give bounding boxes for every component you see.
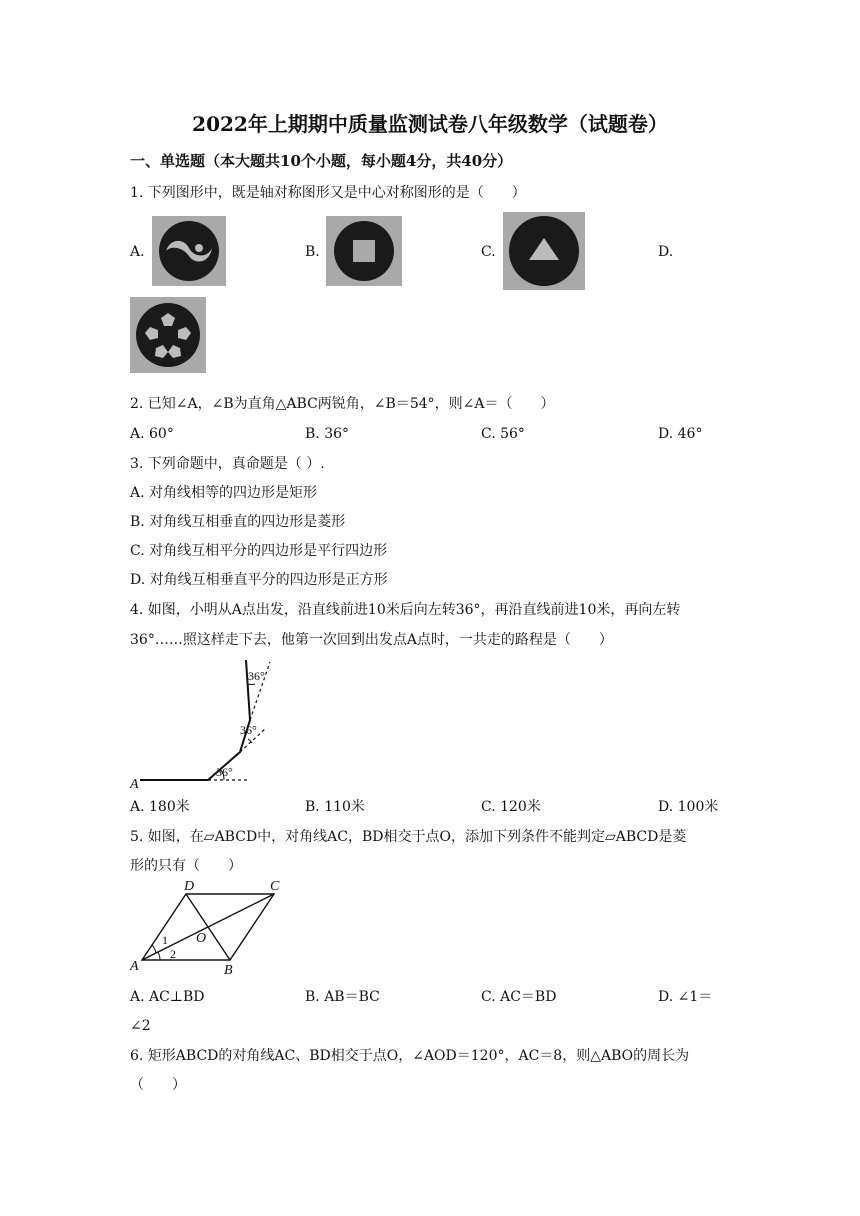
- walking-path-figure: [128, 656, 278, 792]
- option-b-image: [326, 216, 402, 286]
- vertex-d-label: D: [184, 879, 195, 894]
- question-6-line-2: （ ）: [130, 1077, 186, 1093]
- q5-option-c: C. AC＝BD: [481, 989, 557, 1005]
- angle-1-label: 1: [162, 933, 168, 947]
- question-6-line-1: 6. 矩形ABCD的对角线AC、BD相交于点O，∠AOD＝120°，AC＝8，则△ABO的周长为: [130, 1048, 690, 1064]
- q1-option-c-label: C.: [481, 244, 496, 260]
- q1-option-d-label: D.: [658, 244, 674, 260]
- vertex-b-label: B: [224, 963, 233, 978]
- vertex-c-label: C: [270, 879, 280, 894]
- question-5-line-2: 形的只有（ ）: [130, 858, 242, 874]
- question-2-stem: 2. 已知∠A，∠B为直角△ABC两锐角，∠B＝54°，则∠A＝（ ）: [130, 396, 555, 412]
- q5-option-d-part-2: ∠2: [130, 1018, 151, 1034]
- q5-option-b: B. AB＝BC: [305, 989, 380, 1005]
- question-1-stem: 1. 下列图形中，既是轴对称图形又是中心对称图形的是（ ）: [130, 185, 526, 201]
- q1-option-b-label: B.: [305, 244, 320, 260]
- question-4-line-2: 36°……照这样走下去，他第一次回到出发点A点时，一共走的路程是（ ）: [130, 632, 613, 648]
- q4-option-c: C. 120米: [481, 799, 541, 815]
- q2-option-c: C. 56°: [481, 426, 525, 442]
- vertex-a-label: A: [130, 959, 139, 974]
- q2-option-d: D. 46°: [658, 426, 703, 442]
- q4-option-d: D. 100米: [658, 799, 719, 815]
- option-d-image: [130, 297, 206, 373]
- angle-2-label: 2: [170, 947, 176, 961]
- point-a-label: A: [130, 777, 139, 792]
- angle-label-1: 36°: [216, 765, 233, 779]
- q3-option-c: C. 对角线互相平分的四边形是平行四边形: [130, 543, 388, 559]
- option-a-image: [152, 216, 226, 286]
- angle-label-2: 36°: [240, 723, 257, 737]
- q4-option-a: A. 180米: [130, 799, 190, 815]
- question-3-stem: 3. 下列命题中，真命题是（ ）.: [130, 456, 325, 472]
- angle-label-3: 36°: [248, 669, 265, 683]
- question-5-line-1: 5. 如图，在▱ABCD中，对角线AC，BD相交于点O，添加下列条件不能判定▱ABCD是菱: [130, 829, 687, 845]
- center-o-label: O: [196, 931, 207, 946]
- q3-option-d: D. 对角线互相垂直平分的四边形是正方形: [130, 572, 388, 588]
- q2-option-b: B. 36°: [305, 426, 350, 442]
- section-heading: 一、单选题（本大题共10个小题，每小题4分，共40分）: [130, 152, 513, 170]
- page-title: 2022年上期期中质量监测试卷八年级数学（试题卷）: [192, 112, 668, 136]
- q5-option-a: A. AC⊥BD: [130, 989, 205, 1005]
- q1-option-a-label: A.: [130, 244, 145, 260]
- q3-option-a: A. 对角线相等的四边形是矩形: [130, 485, 318, 501]
- option-c-image: [503, 212, 585, 290]
- question-4-line-1: 4. 如图，小明从A点出发，沿直线前进10米后向左转36°，再沿直线前进10米，再向左转: [130, 602, 681, 618]
- q5-option-d-part-1: D. ∠1＝: [658, 989, 713, 1005]
- q3-option-b: B. 对角线互相垂直的四边形是菱形: [130, 514, 346, 530]
- q2-option-a: A. 60°: [130, 426, 174, 442]
- parallelogram-figure: [126, 878, 296, 978]
- q4-option-b: B. 110米: [305, 799, 365, 815]
